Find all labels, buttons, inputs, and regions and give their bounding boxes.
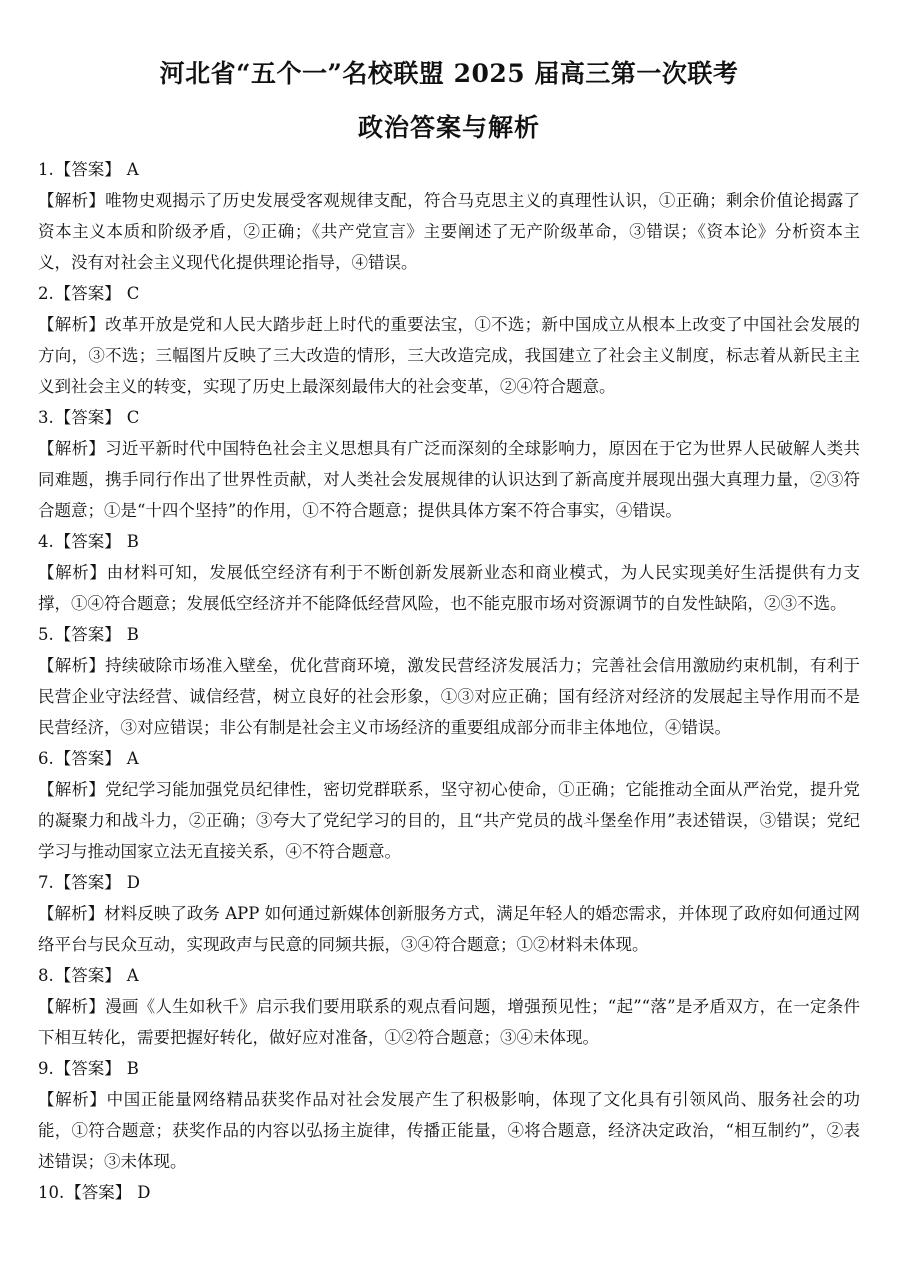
question-block (38, 278, 860, 402)
question-number: 7. (38, 873, 54, 892)
analysis-text: 中国正能量网络精品获奖作品对社会发展产生了积极影响，体现了文化具有引领风尚、服务社会的功能，①符合题意；获奖作品的内容以弘扬主旋律，传播正能量，④将合题意，经济决定政治，“相互制约”，②表述错误；③未体现。 (38, 1090, 861, 1171)
page-title: 河北省“五个一”名校联盟 2025 届高三第一次联考 (159, 59, 739, 88)
question-number: 2. (38, 284, 54, 303)
question-number: 6. (38, 749, 54, 768)
question-block (38, 960, 860, 1053)
question-number: 4. (38, 532, 54, 551)
answer-line (38, 154, 860, 185)
analysis-text: 改革开放是党和人民大踏步赶上时代的重要法宝，①不选；新中国成立从根本上改变了中国社会发展的方向，③不选；三幅图片反映了三大改造的情形，三大改造完成，我国建立了社会主义制度，标志着从新民主主义到社会主义的转变，实现了历史上最深刻最伟大的社会变革，②④符合题意。 (38, 315, 860, 396)
question-block (38, 867, 860, 960)
analysis-tag: 【解析】 (38, 656, 106, 675)
question-block (38, 402, 860, 526)
answer-letter: A (126, 160, 139, 179)
answer-letter: B (126, 532, 139, 551)
question-number: 8. (38, 966, 54, 985)
answer-tag: 【答案】 (54, 749, 121, 768)
answer-line (38, 619, 860, 650)
analysis-text: 唯物史观揭示了历史发展受客观规律支配，符合马克思主义的真理性认识，①正确；剩余价值论揭露了资本主义本质和阶级矛盾，②正确；《共产党宣言》主要阐述了无产阶级革命，③错误；《资本论》分析资本主义，没有对社会主义现代化提供理论指导，④错误。 (38, 191, 860, 272)
question-block (38, 1177, 860, 1208)
answer-tag: 【答案】 (54, 284, 121, 303)
answer-line (38, 1177, 860, 1208)
analysis-text: 材料反映了政务 APP 如何通过新媒体创新服务方式，满足年轻人的婚恋需求，并体现了政府如何通过网络平台与民众互动，实现政声与民意的同频共振，③④符合题意；①②材料未体现。 (38, 904, 860, 954)
analysis-tag: 【解析】 (38, 439, 106, 458)
question-block (38, 526, 860, 619)
answer-tag: 【答案】 (54, 408, 121, 427)
answer-tag: 【答案】 (54, 966, 121, 985)
question-number: 1. (38, 160, 54, 179)
analysis-tag: 【解析】 (38, 780, 106, 799)
analysis-paragraph (38, 557, 860, 619)
analysis-paragraph (38, 185, 860, 278)
question-block (38, 743, 860, 867)
answer-line (38, 278, 860, 309)
answer-tag: 【答案】 (54, 625, 121, 644)
answer-line (38, 1053, 860, 1084)
answer-letter: A (126, 966, 139, 985)
answer-letter: C (126, 284, 140, 303)
answer-letter: B (126, 1059, 139, 1078)
analysis-text: 党纪学习能加强党员纪律性，密切党群联系，坚守初心使命，①正确；它能推动全面从严治党，提升党的凝聚力和战斗力，②正确；③夸大了党纪学习的目的，且“共产党员的战斗堡垒作用”表述错误，③错误；党纪学习与推动国家立法无直接关系，④不符合题意。 (38, 780, 860, 861)
analysis-tag: 【解析】 (38, 1090, 107, 1109)
analysis-tag: 【解析】 (38, 997, 106, 1016)
answer-letter: C (126, 408, 140, 427)
analysis-tag: 【解析】 (38, 191, 106, 210)
answer-letter: D (137, 1183, 151, 1202)
question-number: 3. (38, 408, 54, 427)
question-block (38, 619, 860, 743)
question-block (38, 1053, 860, 1177)
question-number: 10. (38, 1183, 65, 1202)
analysis-paragraph (38, 991, 860, 1053)
answer-letter: D (126, 873, 140, 892)
question-number: 9. (38, 1059, 54, 1078)
answer-line (38, 526, 860, 557)
answer-line (38, 867, 860, 898)
analysis-tag: 【解析】 (38, 315, 106, 334)
answer-tag: 【答案】 (54, 1059, 121, 1078)
analysis-tag: 【解析】 (38, 563, 107, 582)
analysis-text: 习近平新时代中国特色社会主义思想具有广泛而深刻的全球影响力，原因在于它为世界人民破解人类共同难题，携手同行作出了世界性贡献，对人类社会发展规律的认识达到了新高度并展现出强大真理力量，②③符合题意；①是“十四个坚持”的作用，①不符合题意；提供具体方案不符合事实，④错误。 (38, 439, 860, 520)
answer-tag: 【答案】 (65, 1183, 132, 1202)
answer-tag: 【答案】 (54, 532, 121, 551)
question-list (38, 154, 860, 1208)
analysis-paragraph (38, 774, 860, 867)
answer-tag: 【答案】 (54, 873, 121, 892)
answer-line (38, 402, 860, 433)
answer-line (38, 743, 860, 774)
page-subtitle: 政治答案与解析 (357, 113, 540, 142)
analysis-paragraph (38, 309, 860, 402)
analysis-text: 漫画《人生如秋千》启示我们要用联系的观点看问题，增强预见性；“起”“落”是矛盾双方，在一定条件下相互转化，需要把握好转化，做好应对准备，①②符合题意；③④未体现。 (38, 997, 860, 1047)
analysis-paragraph (38, 898, 860, 960)
analysis-tag: 【解析】 (38, 904, 105, 923)
answer-tag: 【答案】 (54, 160, 121, 179)
answer-letter: B (126, 625, 139, 644)
analysis-paragraph (38, 1084, 860, 1177)
analysis-text: 持续破除市场准入壁垒，优化营商环境，激发民营经济发展活力；完善社会信用激励约束机制，有利于民营企业守法经营、诚信经营，树立良好的社会形象，①③对应正确；国有经济对经济的发展起主导作用而不是民营经济，③对应错误；非公有制是社会主义市场经济的重要组成部分而非主体地位，④错误。 (38, 656, 860, 737)
answer-letter: A (126, 749, 139, 768)
analysis-paragraph (38, 650, 860, 743)
question-number: 5. (38, 625, 54, 644)
analysis-paragraph (38, 433, 860, 526)
analysis-text: 由材料可知，发展低空经济有利于不断创新发展新业态和商业模式，为人民实现美好生活提供有力支撑，①④符合题意；发展低空经济并不能降低经营风险，也不能克服市场对资源调节的自发性缺陷，②③不选。 (38, 563, 861, 613)
answer-line (38, 960, 860, 991)
question-block (38, 154, 860, 278)
